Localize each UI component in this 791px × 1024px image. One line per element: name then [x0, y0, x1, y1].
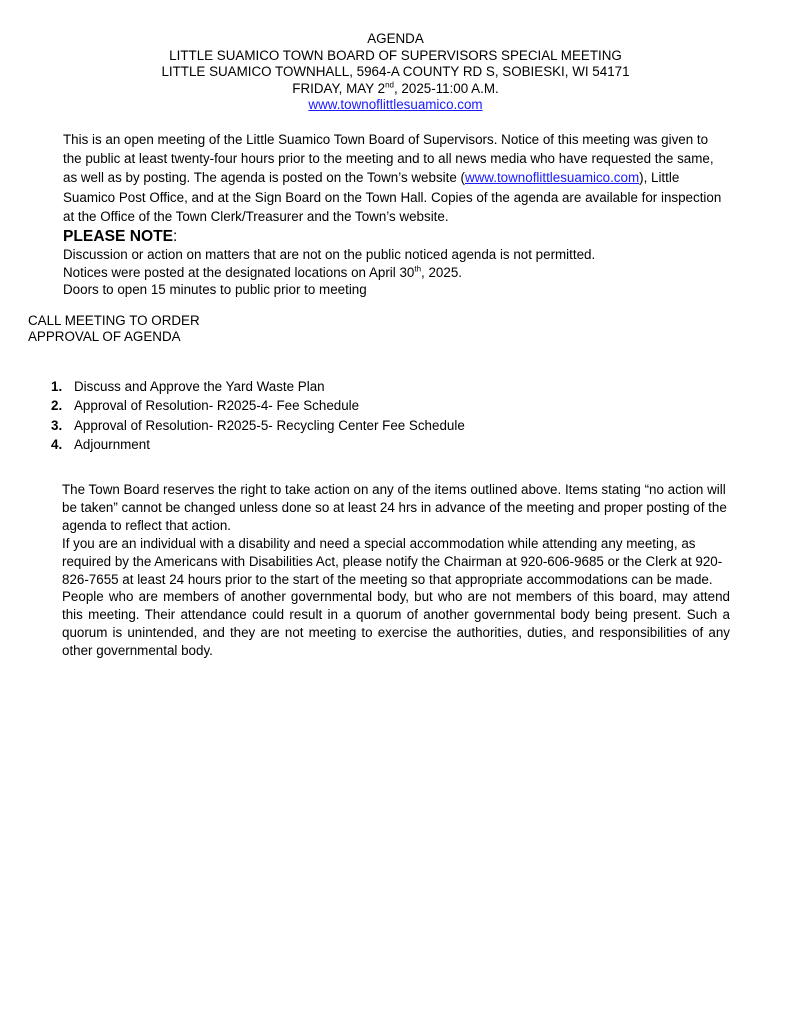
agenda-item	[51, 396, 465, 415]
notices-ordinal: th	[414, 264, 422, 274]
agenda-item-number: 1.	[51, 379, 63, 394]
agenda-item	[51, 435, 465, 454]
meeting-location: LITTLE SUAMICO TOWNHALL, 5964-A COUNTY RD S, SOBIESKI, WI 54171	[161, 64, 630, 80]
ada-accommodation-notice: If you are an individual with a disability and need a special accommodation while attending any meeting, as required by the Americans with Disabilities Act, please notify the Chairman at 920-606-9685 or the Clerk at 920-826-7655 at least 24 hours prior to the start of the meeting so that appropriate accommodations can be made.	[62, 535, 723, 587]
agenda-items-list	[51, 377, 465, 454]
website-link[interactable]: www.townoflittlesuamico.com	[308, 97, 483, 113]
approval-of-agenda: APPROVAL OF AGENDA	[28, 329, 181, 344]
please-note-heading	[63, 228, 729, 246]
meeting-date-rest: , 2025-11:00 A.M.	[393, 80, 499, 96]
agenda-title: AGENDA	[367, 31, 424, 46]
agenda-item	[51, 377, 465, 396]
please-note-section	[63, 228, 729, 299]
agenda-header	[0, 31, 791, 114]
meeting-date-ordinal: nd	[385, 80, 394, 90]
please-note-colon: :	[173, 228, 178, 245]
note-line-notices	[63, 264, 729, 282]
notices-rest: , 2025.	[421, 264, 462, 280]
meeting-name: LITTLE SUAMICO TOWN BOARD OF SUPERVISORS SPECIAL MEETING	[169, 47, 622, 63]
please-note-heading-text: PLEASE NOTE	[63, 228, 174, 245]
agenda-item-text: Discuss and Approve the Yard Waste Plan	[74, 379, 325, 394]
intro-website-link[interactable]: www.townoflittlesuamico.com	[464, 170, 640, 186]
agenda-item-text: Adjournment	[74, 436, 150, 452]
agenda-item-number: 4.	[51, 436, 63, 452]
closing-notices	[62, 481, 730, 660]
meeting-calls	[28, 313, 200, 345]
quorum-notice: People who are members of another governmental body, but who are not members of this board, may attend this meeting. Their attendance could result in a quorum of another governmental body being present. Such a quorum is unintended, and they are not meeting to exercise the authorities, duties, and responsibilities of any other governmental body.	[62, 589, 730, 659]
agenda-item-text: Approval of Resolution- R2025-5- Recycling Center Fee Schedule	[74, 417, 465, 433]
agenda-item-number: 3.	[51, 417, 63, 433]
call-to-order: CALL MEETING TO ORDER	[28, 313, 200, 328]
agenda-item-text: Approval of Resolution- R2025-4- Fee Schedule	[74, 398, 360, 414]
intro-text-start: This is an open meeting of the Little Suamico Town Board of Supervisors. Notice of this meeting was given to the public at least twenty-four hours prior to the meeting and to all news media who have requested the same, as well as by posting. The agenda is posted on the Town’s website (	[63, 132, 714, 186]
intro-text-end: ), Little Suamico Post Office, and at the Sign Board on the Town Hall. Copies of the agenda are available for inspection at the Office of the Town Clerk/Treasurer and the Town’s website.	[63, 170, 722, 224]
intro-paragraph	[63, 130, 729, 226]
note-line-doors: Doors to open 15 minutes to public prior to meeting	[63, 282, 367, 298]
note-line-discussion: Discussion or action on matters that are not on the public noticed agenda is not permitted.	[63, 246, 596, 262]
agenda-item-number: 2.	[51, 398, 63, 414]
notices-prefix: Notices were posted at the designated locations on April 30	[63, 264, 415, 280]
agenda-item	[51, 416, 465, 435]
meeting-datetime	[0, 81, 791, 98]
action-rights-notice: The Town Board reserves the right to take action on any of the items outlined above. Items stating “no action will be taken” cannot be changed unless done so at least 24 hrs in advance of the meeting and proper posting of the agenda to reflect that action.	[62, 482, 727, 533]
meeting-date-prefix: FRIDAY, MAY 2	[292, 80, 386, 96]
